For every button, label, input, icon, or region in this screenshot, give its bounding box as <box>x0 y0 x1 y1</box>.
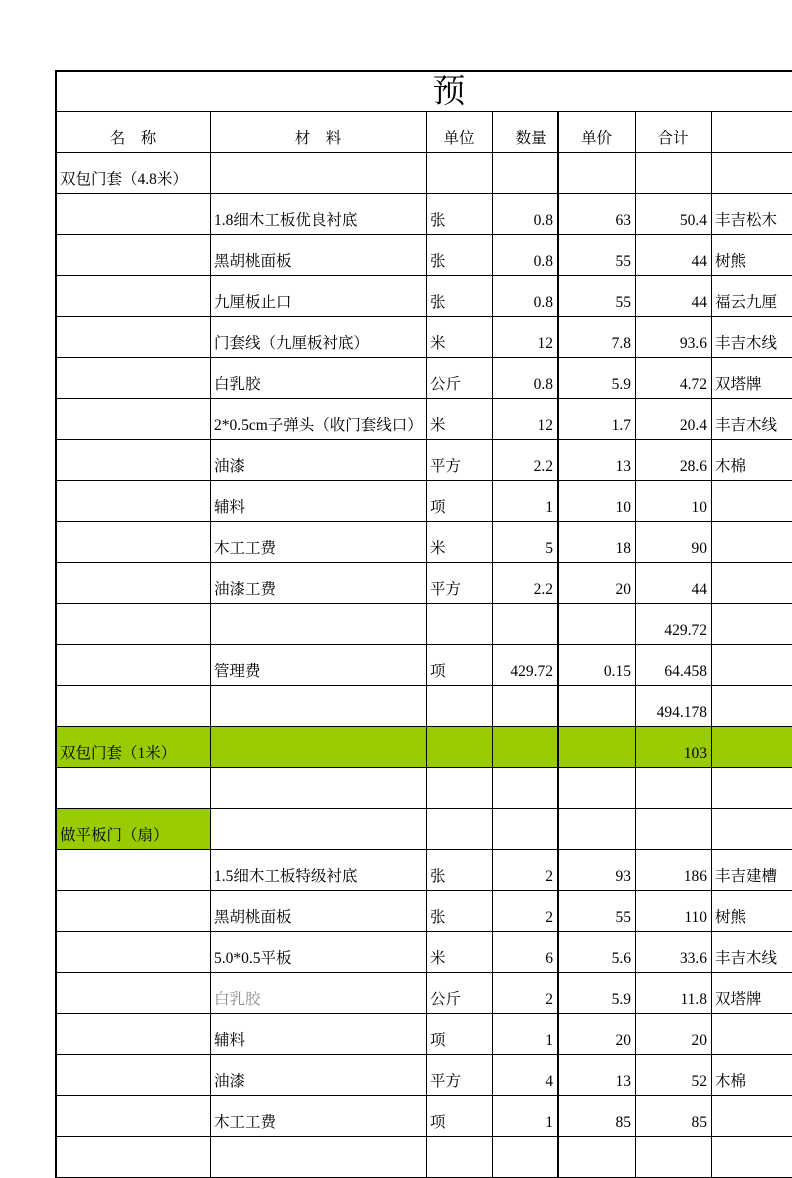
cell-total: 50.4 <box>636 194 712 235</box>
cell-total: 85 <box>636 1096 712 1137</box>
cell-brand: 丰吉建槽 <box>712 850 792 891</box>
cell-unit: 米 <box>427 932 493 973</box>
cell-unit <box>427 686 493 727</box>
cell-brand <box>712 809 792 850</box>
cell-unit <box>427 809 493 850</box>
cell-material: 2*0.5cm子弹头（收门套线口） <box>211 399 427 440</box>
cell-qty: 1 <box>493 1096 559 1137</box>
cell-material: 5.0*0.5平板 <box>211 932 427 973</box>
column-header-note <box>712 112 792 153</box>
cell-unit: 公斤 <box>427 973 493 1014</box>
cell-material <box>211 809 427 850</box>
cell-qty: 1 <box>493 1014 559 1055</box>
cell-qty: 12 <box>493 399 559 440</box>
cell-material: 黑胡桃面板 <box>211 235 427 276</box>
cell-unit: 张 <box>427 194 493 235</box>
cell-material <box>211 686 427 727</box>
cell-total: 52 <box>636 1055 712 1096</box>
cell-total: 64.458 <box>636 645 712 686</box>
cell-price: 93 <box>559 850 636 891</box>
cell-name <box>57 645 211 686</box>
cell-brand: 福云九厘 <box>712 276 792 317</box>
cell-brand: 双塔牌 <box>712 358 792 399</box>
cell-unit: 张 <box>427 850 493 891</box>
cell-price: 55 <box>559 891 636 932</box>
cell-qty: 6 <box>493 932 559 973</box>
cell-material <box>211 727 427 768</box>
cell-qty <box>493 1137 559 1178</box>
cell-name <box>57 399 211 440</box>
cell-price: 18 <box>559 522 636 563</box>
cell-unit: 张 <box>427 891 493 932</box>
cell-name <box>57 973 211 1014</box>
cell-total: 28.6 <box>636 440 712 481</box>
cell-price <box>559 686 636 727</box>
cell-price: 0.15 <box>559 645 636 686</box>
cell-unit: 平方 <box>427 440 493 481</box>
cell-brand: 丰吉木线 <box>712 399 792 440</box>
cell-qty: 5 <box>493 522 559 563</box>
cell-qty: 2.2 <box>493 563 559 604</box>
cell-name <box>57 1137 211 1178</box>
cell-material: 辅料 <box>211 1014 427 1055</box>
cell-brand: 木棉 <box>712 1055 792 1096</box>
cell-material: 门套线（九厘板衬底） <box>211 317 427 358</box>
cell-material <box>211 604 427 645</box>
cell-total: 4.72 <box>636 358 712 399</box>
cell-price: 20 <box>559 563 636 604</box>
cell-brand <box>712 768 792 809</box>
cell-brand: 丰吉松木 <box>712 194 792 235</box>
cell-price <box>559 1137 636 1178</box>
cell-price <box>559 604 636 645</box>
cell-price <box>559 153 636 194</box>
cell-brand: 丰吉木线 <box>712 317 792 358</box>
cell-brand: 双塔牌 <box>712 973 792 1014</box>
cell-total: 20.4 <box>636 399 712 440</box>
cell-brand <box>712 1137 792 1178</box>
cell-price: 13 <box>559 440 636 481</box>
cell-material: 油漆 <box>211 440 427 481</box>
cell-unit: 张 <box>427 276 493 317</box>
cell-brand: 丰吉木线 <box>712 932 792 973</box>
cell-brand <box>712 604 792 645</box>
cell-total: 20 <box>636 1014 712 1055</box>
cell-price: 5.9 <box>559 358 636 399</box>
cell-qty: 1 <box>493 481 559 522</box>
cell-price: 55 <box>559 235 636 276</box>
budget-table <box>55 70 792 1178</box>
cell-name <box>57 235 211 276</box>
cell-brand <box>712 686 792 727</box>
cell-unit <box>427 768 493 809</box>
cell-unit <box>427 153 493 194</box>
cell-qty <box>493 686 559 727</box>
cell-brand: 树熊 <box>712 891 792 932</box>
cell-name <box>57 440 211 481</box>
cell-name <box>57 194 211 235</box>
cell-price: 85 <box>559 1096 636 1137</box>
cell-total <box>636 809 712 850</box>
cell-name <box>57 891 211 932</box>
cell-brand <box>712 563 792 604</box>
cell-qty: 2 <box>493 973 559 1014</box>
cell-total <box>636 153 712 194</box>
cell-unit <box>427 604 493 645</box>
cell-brand <box>712 727 792 768</box>
column-header-qty-label: 数量 <box>515 130 547 148</box>
cell-total: 429.72 <box>636 604 712 645</box>
cell-price: 10 <box>559 481 636 522</box>
column-header-name: 名 称 <box>57 112 211 153</box>
cell-qty: 2 <box>493 891 559 932</box>
cell-material: 管理费 <box>211 645 427 686</box>
cell-total: 103 <box>636 727 712 768</box>
cell-material: 九厘板止口 <box>211 276 427 317</box>
cell-unit: 项 <box>427 1014 493 1055</box>
cell-name <box>57 1096 211 1137</box>
cell-unit: 米 <box>427 317 493 358</box>
cell-name <box>57 481 211 522</box>
cell-material: 油漆工费 <box>211 563 427 604</box>
cell-price <box>559 809 636 850</box>
cell-name <box>57 686 211 727</box>
cell-total: 44 <box>636 235 712 276</box>
cell-price: 1.7 <box>559 399 636 440</box>
cell-name <box>57 276 211 317</box>
cell-material: 白乳胶 <box>211 358 427 399</box>
cell-total: 33.6 <box>636 932 712 973</box>
column-header-unit: 单位 <box>427 112 493 153</box>
cell-name <box>57 768 211 809</box>
cell-brand <box>712 153 792 194</box>
cell-material <box>211 768 427 809</box>
cell-qty <box>493 768 559 809</box>
cell-price: 7.8 <box>559 317 636 358</box>
cell-name: 做平板门（扇） <box>57 809 211 850</box>
cell-name <box>57 563 211 604</box>
cell-brand <box>712 645 792 686</box>
cell-name <box>57 850 211 891</box>
cell-unit: 张 <box>427 235 493 276</box>
cell-unit: 项 <box>427 481 493 522</box>
cell-unit <box>427 1137 493 1178</box>
cell-total: 44 <box>636 276 712 317</box>
cell-price: 5.9 <box>559 973 636 1014</box>
cell-qty <box>493 727 559 768</box>
cell-qty <box>493 153 559 194</box>
cell-price: 13 <box>559 1055 636 1096</box>
cell-name <box>57 522 211 563</box>
table-title: 预 <box>57 72 792 112</box>
cell-qty: 0.8 <box>493 358 559 399</box>
cell-material: 1.5细木工板特级衬底 <box>211 850 427 891</box>
cell-name: 双包门套（1米） <box>57 727 211 768</box>
cell-qty: 0.8 <box>493 194 559 235</box>
cell-material <box>211 1137 427 1178</box>
cell-qty: 2 <box>493 850 559 891</box>
cell-name: 双包门套（4.8米） <box>57 153 211 194</box>
cell-unit: 公斤 <box>427 358 493 399</box>
cell-total: 93.6 <box>636 317 712 358</box>
cell-name <box>57 604 211 645</box>
cell-total: 10 <box>636 481 712 522</box>
cell-brand: 木棉 <box>712 440 792 481</box>
cell-price: 63 <box>559 194 636 235</box>
cell-unit: 米 <box>427 399 493 440</box>
column-header-material: 材 料 <box>211 112 427 153</box>
cell-material: 油漆 <box>211 1055 427 1096</box>
cell-unit: 米 <box>427 522 493 563</box>
cell-qty: 12 <box>493 317 559 358</box>
cell-unit: 项 <box>427 645 493 686</box>
cell-price: 55 <box>559 276 636 317</box>
column-header-qty <box>493 112 559 153</box>
cell-unit: 项 <box>427 1096 493 1137</box>
cell-brand <box>712 522 792 563</box>
cell-qty: 4 <box>493 1055 559 1096</box>
cell-brand <box>712 1096 792 1137</box>
cell-price <box>559 727 636 768</box>
column-header-total: 合计 <box>636 112 712 153</box>
cell-total: 90 <box>636 522 712 563</box>
cell-name <box>57 1014 211 1055</box>
cell-unit: 平方 <box>427 1055 493 1096</box>
cell-name <box>57 358 211 399</box>
cell-total: 494.178 <box>636 686 712 727</box>
cell-total: 44 <box>636 563 712 604</box>
cell-brand: 树熊 <box>712 235 792 276</box>
cell-price: 20 <box>559 1014 636 1055</box>
cell-qty: 429.72 <box>493 645 559 686</box>
cell-total: 110 <box>636 891 712 932</box>
cell-name <box>57 932 211 973</box>
cell-qty: 2.2 <box>493 440 559 481</box>
cell-total: 11.8 <box>636 973 712 1014</box>
cell-material: 辅料 <box>211 481 427 522</box>
cell-material: 白乳胶 <box>211 973 427 1014</box>
cell-material: 1.8细木工板优良衬底 <box>211 194 427 235</box>
cell-name <box>57 317 211 358</box>
cell-brand <box>712 1014 792 1055</box>
cell-unit: 平方 <box>427 563 493 604</box>
cell-brand <box>712 481 792 522</box>
cell-material: 黑胡桃面板 <box>211 891 427 932</box>
cell-price: 5.6 <box>559 932 636 973</box>
cell-qty: 0.8 <box>493 235 559 276</box>
cell-unit <box>427 727 493 768</box>
cell-total <box>636 1137 712 1178</box>
cell-material <box>211 153 427 194</box>
cell-total <box>636 768 712 809</box>
cell-total: 186 <box>636 850 712 891</box>
cell-price <box>559 768 636 809</box>
cell-qty <box>493 809 559 850</box>
cell-qty <box>493 604 559 645</box>
cell-name <box>57 1055 211 1096</box>
column-header-price: 单价 <box>559 112 636 153</box>
cell-material: 木工工费 <box>211 522 427 563</box>
cell-material: 木工工费 <box>211 1096 427 1137</box>
cell-qty: 0.8 <box>493 276 559 317</box>
